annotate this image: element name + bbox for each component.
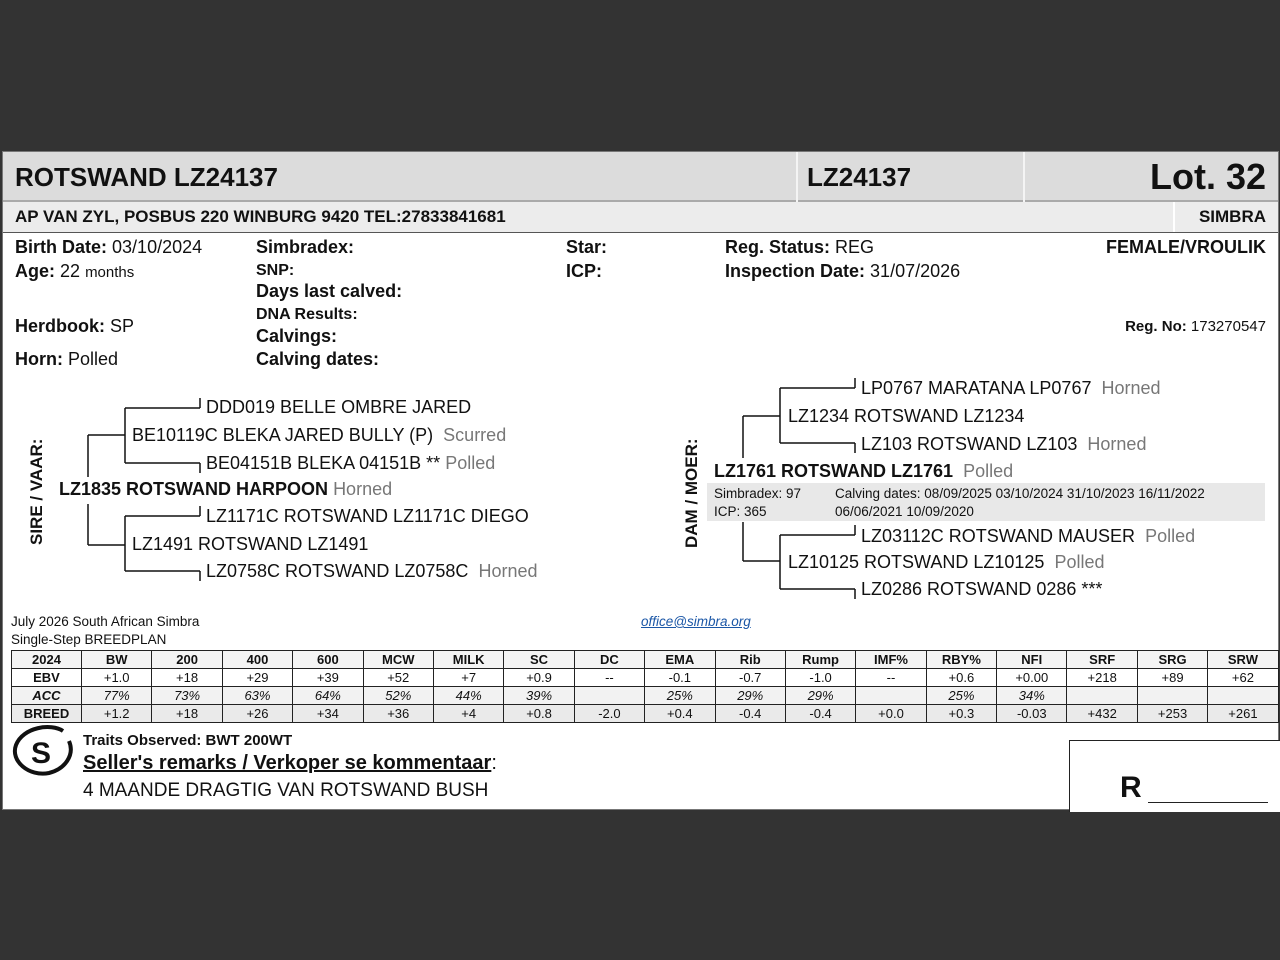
ebv-cell: [574, 687, 644, 705]
ebv-table: [11, 650, 1279, 723]
ebv-col-header: EMA: [645, 651, 715, 669]
ebv-cell: [856, 687, 926, 705]
dam-simbradex: Simbradex: 97: [714, 486, 802, 501]
ebv-row-breed: [12, 705, 1279, 723]
ebv-cell: 29%: [785, 687, 855, 705]
ebv-row-acc: [12, 687, 1279, 705]
dam: LZ1761 ROTSWAND LZ1761 Polled: [714, 461, 1014, 481]
ebv-cell: +62: [1208, 669, 1278, 687]
ebv-cell: 73%: [152, 687, 222, 705]
sire-sire-dam: BE04151B BLEKA 04151B ** Polled: [206, 453, 496, 473]
ebv-row-label: BREED: [12, 705, 82, 723]
ebv-col-header: MCW: [363, 651, 433, 669]
dam-stats-box: [707, 483, 1265, 521]
ebv-cell: +0.8: [504, 705, 574, 723]
ebv-cell: 29%: [715, 687, 785, 705]
price-box: [1069, 740, 1280, 812]
ebv-row-label: ACC: [12, 687, 82, 705]
price-prefix: R: [1120, 771, 1142, 804]
ebv-cell: +1.2: [82, 705, 152, 723]
ebv-row-ebv: [12, 669, 1279, 687]
ebv-cell: +36: [363, 705, 433, 723]
ebv-cell: +0.00: [997, 669, 1067, 687]
sire-sire-sire: DDD019 BELLE OMBRE JARED: [206, 397, 472, 417]
breedplan-source: July 2026 South African Simbra: [11, 614, 200, 629]
ebv-col-header: NFI: [997, 651, 1067, 669]
ebv-cell: +218: [1067, 669, 1137, 687]
sire-dam-sire: LZ1171C ROTSWAND LZ1171C DIEGO: [206, 506, 529, 526]
ebv-cell: --: [856, 669, 926, 687]
age: Age: 22 months: [15, 261, 135, 281]
star-label: Star:: [566, 237, 608, 257]
sire-dam: LZ1491 ROTSWAND LZ1491: [132, 534, 369, 554]
ebv-cell: 25%: [645, 687, 715, 705]
ebv-col-header: SRW: [1208, 651, 1278, 669]
sire-sire: BE10119C BLEKA JARED BULLY (P) Scurred: [132, 425, 507, 445]
lot-number: Lot. 32: [1149, 156, 1266, 197]
pedigree-lines: [3, 152, 1280, 652]
ebv-cell: +7: [433, 669, 503, 687]
ebv-cell: +89: [1137, 669, 1207, 687]
registration-code: LZ24137: [807, 162, 912, 192]
breed-label: SIMBRA: [1198, 207, 1266, 226]
ebv-cell: +4: [433, 705, 503, 723]
ebv-row-label: EBV: [12, 669, 82, 687]
dam-calving-dates-2: 06/06/2021 10/09/2020: [835, 504, 974, 519]
ebv-cell: +0.9: [504, 669, 574, 687]
ebv-cell: 52%: [363, 687, 433, 705]
birth-date: Birth Date: 03/10/2024: [15, 237, 203, 257]
ebv-cell: +0.3: [926, 705, 996, 723]
snp-label: SNP:: [256, 262, 295, 279]
ebv-col-header: Rump: [785, 651, 855, 669]
dam-dam: LZ10125 ROTSWAND LZ10125 Polled: [788, 552, 1105, 572]
dam-sire: LZ1234 ROTSWAND LZ1234: [788, 406, 1025, 426]
ebv-cell: 25%: [926, 687, 996, 705]
ebv-col-header: BW: [82, 651, 152, 669]
ebv-cell: -0.4: [715, 705, 785, 723]
ebv-col-header: MILK: [433, 651, 503, 669]
ebv-cell: +39: [293, 669, 363, 687]
sire-side-label: SIRE / VAAR:: [27, 438, 46, 545]
ebv-col-header: SC: [504, 651, 574, 669]
ebv-col-header: SRF: [1067, 651, 1137, 669]
ebv-cell: +18: [152, 669, 222, 687]
herdbook: Herdbook: SP: [15, 316, 135, 336]
calving-dates-label: Calving dates:: [256, 349, 380, 369]
reg-number: Reg. No: 173270547: [1125, 318, 1266, 335]
ebv-cell: -1.0: [785, 669, 855, 687]
remarks-value: 4 MAANDE DRAGTIG VAN ROTSWAND BUSH: [83, 780, 489, 801]
ebv-cell: +432: [1067, 705, 1137, 723]
ebv-cell: [1137, 687, 1207, 705]
ebv-cell: --: [574, 669, 644, 687]
ebv-cell: 64%: [293, 687, 363, 705]
animal-name: ROTSWAND LZ24137: [15, 162, 278, 192]
calvings-label: Calvings:: [256, 326, 338, 346]
price-line[interactable]: [1148, 802, 1268, 803]
email-link[interactable]: office@simbra.org: [641, 614, 751, 629]
simbra-logo-icon: [11, 725, 77, 781]
ebv-cell: -2.0: [574, 705, 644, 723]
ebv-col-header: RBY%: [926, 651, 996, 669]
ebv-cell: -0.4: [785, 705, 855, 723]
ebv-cell: 34%: [997, 687, 1067, 705]
logo-letter: S: [31, 737, 52, 770]
ebv-cell: +0.6: [926, 669, 996, 687]
ebv-col-header: 2024: [12, 651, 82, 669]
dam-side-label: DAM / MOER:: [682, 438, 701, 548]
ebv-cell: +253: [1137, 705, 1207, 723]
dam-icp: ICP: 365: [714, 504, 767, 519]
ebv-cell: +26: [222, 705, 292, 723]
remarks-label: Seller's remarks / Verkoper se kommentaar:: [83, 752, 497, 774]
ebv-cell: +1.0: [82, 669, 152, 687]
sire: LZ1835 ROTSWAND HARPOON Horned: [59, 479, 393, 499]
dam-dam-dam: LZ0286 ROTSWAND 0286 ***: [861, 579, 1103, 599]
ebv-cell: 63%: [222, 687, 292, 705]
ebv-cell: 77%: [82, 687, 152, 705]
ebv-col-header: 200: [152, 651, 222, 669]
dam-sire-sire: LP0767 MARATANA LP0767 Horned: [861, 378, 1161, 398]
ebv-cell: -0.1: [645, 669, 715, 687]
sex-label: FEMALE/VROULIK: [1106, 237, 1266, 257]
ebv-col-header: Rib: [715, 651, 785, 669]
dna-results-label: DNA Results:: [256, 306, 358, 323]
ebv-cell: 39%: [504, 687, 574, 705]
ebv-cell: +0.0: [856, 705, 926, 723]
ebv-cell: [1208, 687, 1278, 705]
traits-observed: Traits Observed: BWT 200WT: [83, 732, 293, 749]
days-last-calved-label: Days last calved:: [256, 281, 403, 301]
ebv-cell: +261: [1208, 705, 1278, 723]
ebv-cell: +29: [222, 669, 292, 687]
ebv-col-header: 600: [293, 651, 363, 669]
icp-label: ICP:: [566, 261, 602, 281]
dam-sire-dam: LZ103 ROTSWAND LZ103 Horned: [861, 434, 1147, 454]
owner-address: AP VAN ZYL, POSBUS 220 WINBURG 9420 TEL:27833841681: [15, 207, 506, 226]
dam-calving-dates-1: Calving dates: 08/09/2025 03/10/2024 31/10/2023 16/11/2022: [835, 486, 1205, 501]
lot-card: [2, 151, 1279, 810]
ebv-col-header: IMF%: [856, 651, 926, 669]
ebv-cell: +18: [152, 705, 222, 723]
ebv-col-header: DC: [574, 651, 644, 669]
breedplan-type: Single-Step BREEDPLAN: [11, 632, 167, 647]
ebv-cell: -0.7: [715, 669, 785, 687]
simbradex-label: Simbradex:: [256, 237, 355, 257]
ebv-cell: +52: [363, 669, 433, 687]
ebv-col-header: SRG: [1137, 651, 1207, 669]
horn-status: Horn: Polled: [15, 349, 119, 369]
reg-status: Reg. Status: REG: [725, 237, 875, 257]
dam-dam-sire: LZ03112C ROTSWAND MAUSER Polled: [861, 526, 1196, 546]
ebv-cell: 44%: [433, 687, 503, 705]
ebv-cell: +0.4: [645, 705, 715, 723]
ebv-cell: -0.03: [997, 705, 1067, 723]
ebv-header-row: [12, 651, 1279, 669]
ebv-cell: [1067, 687, 1137, 705]
ebv-col-header: 400: [222, 651, 292, 669]
inspection-date: Inspection Date: 31/07/2026: [725, 261, 961, 281]
sire-dam-dam: LZ0758C ROTSWAND LZ0758C Horned: [206, 561, 538, 581]
ebv-cell: +34: [293, 705, 363, 723]
